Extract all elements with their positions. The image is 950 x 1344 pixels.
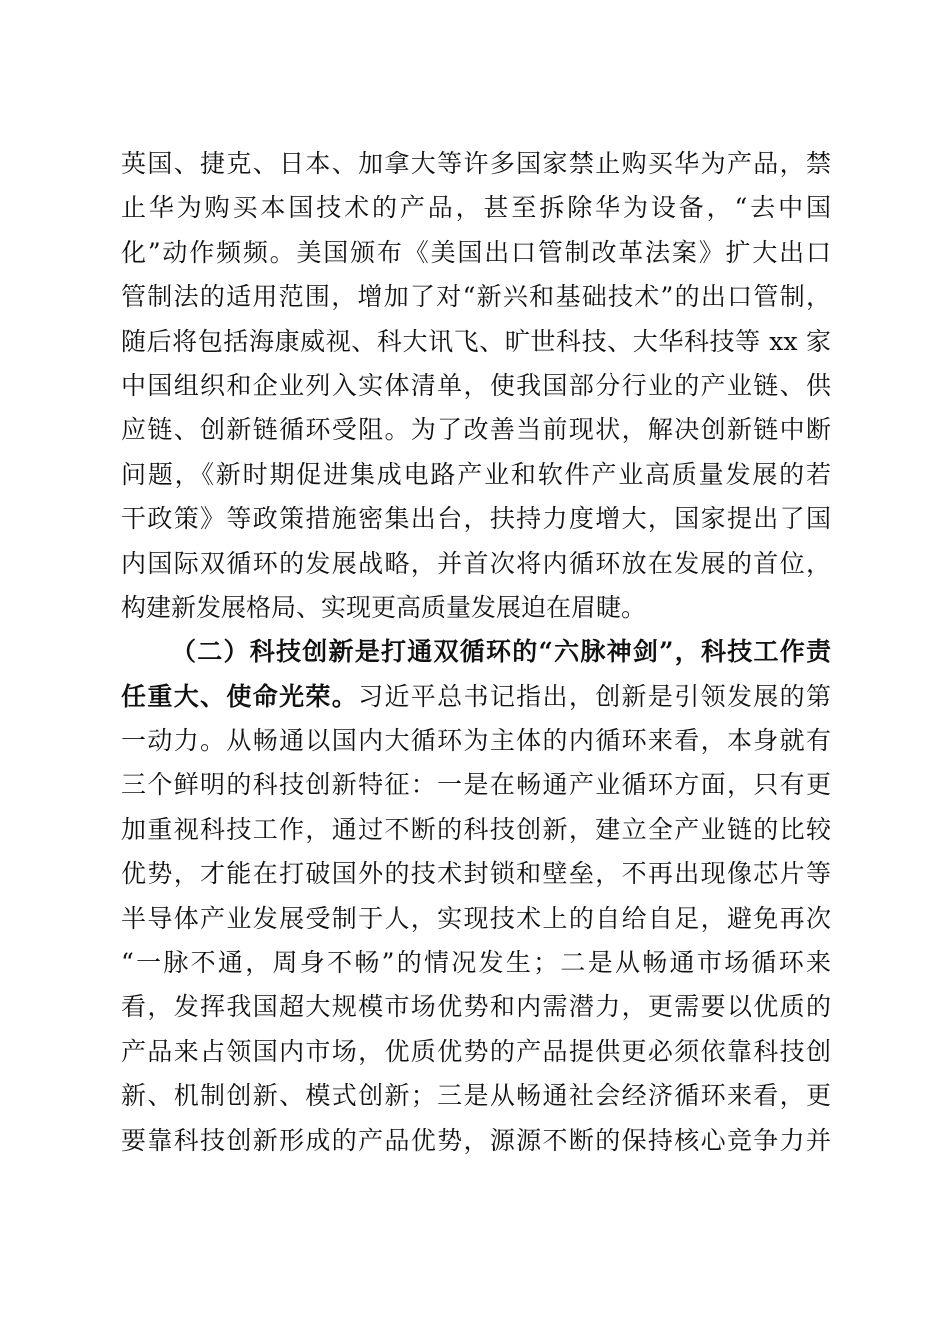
- text-line: 化”动作频频。美国颁布《美国出口管制改革法案》扩大出口: [121, 237, 831, 267]
- text-line: “一脉不通，周身不畅”的情况发生；二是从畅通市场循环来: [121, 948, 831, 978]
- text-line: 英国、捷克、日本、加拿大等许多国家禁止购买华为产品，禁: [121, 149, 831, 178]
- text-segment: 习近平总书记指出，创新是引领发展的第: [358, 681, 831, 711]
- text-line: 中国组织和企业列入实体清单，使我国部分行业的产业链、供: [121, 370, 831, 400]
- text-line: 新、机制创新、模式创新；三是从畅通社会经济循环来看，更: [121, 1081, 831, 1111]
- text-line: 问题，《新时期促进集成电路产业和软件产业高质量发展的若: [121, 459, 831, 489]
- section-heading-continuation: 任重大、使命光荣。: [121, 681, 359, 711]
- text-line: 产品来占领国内市场，优质优势的产品提供更必须依靠科技创: [121, 1036, 831, 1066]
- text-line: 三个鲜明的科技创新特征：一是在畅通产业循环方面，只有更: [121, 770, 831, 800]
- text-line: 加重视科技工作，通过不断的科技创新，建立全产业链的比较: [121, 814, 831, 844]
- document-body: [121, 142, 831, 1163]
- text-line: 内国际双循环的发展战略，并首次将内循环放在发展的首位，: [121, 548, 831, 578]
- text-line: 随后将包括海康威视、科大讯飞、旷世科技、大华科技等 xx 家: [121, 326, 831, 356]
- text-line: 构建新发展格局、实现更高质量发展迫在眉睫。: [121, 592, 647, 622]
- text-line: 要靠科技创新形成的产品优势，源源不断的保持核心竞争力并: [121, 1125, 831, 1155]
- paragraph-1: [121, 142, 831, 630]
- paragraph-2: [121, 630, 831, 1163]
- text-line: 管制法的适用范围，增加了对“新兴和基础技术”的出口管制，: [121, 282, 831, 312]
- text-line: 半导体产业发展受制于人，实现技术上的自给自足，避免再次: [121, 903, 831, 933]
- text-line: [121, 675, 831, 719]
- text-line: 止华为购买本国技术的产品，甚至拆除华为设备，“去中国: [121, 193, 831, 223]
- text-line: 干政策》等政策措施密集出台，扶持力度增大，国家提出了国: [121, 504, 831, 534]
- section-heading-line: （二）科技创新是打通双循环的“六脉神剑”，科技工作责: [171, 637, 831, 667]
- text-line: 应链、创新链循环受阻。为了改善当前现状，解决创新链中断: [121, 415, 831, 445]
- text-line: 看，发挥我国超大规模市场优势和内需潜力，更需要以优质的: [121, 992, 831, 1022]
- text-line: 优势，才能在打破国外的技术封锁和壁垒，不再出现像芯片等: [121, 859, 831, 889]
- text-line: 一动力。从畅通以国内大循环为主体的内循环来看，本身就有: [121, 726, 831, 756]
